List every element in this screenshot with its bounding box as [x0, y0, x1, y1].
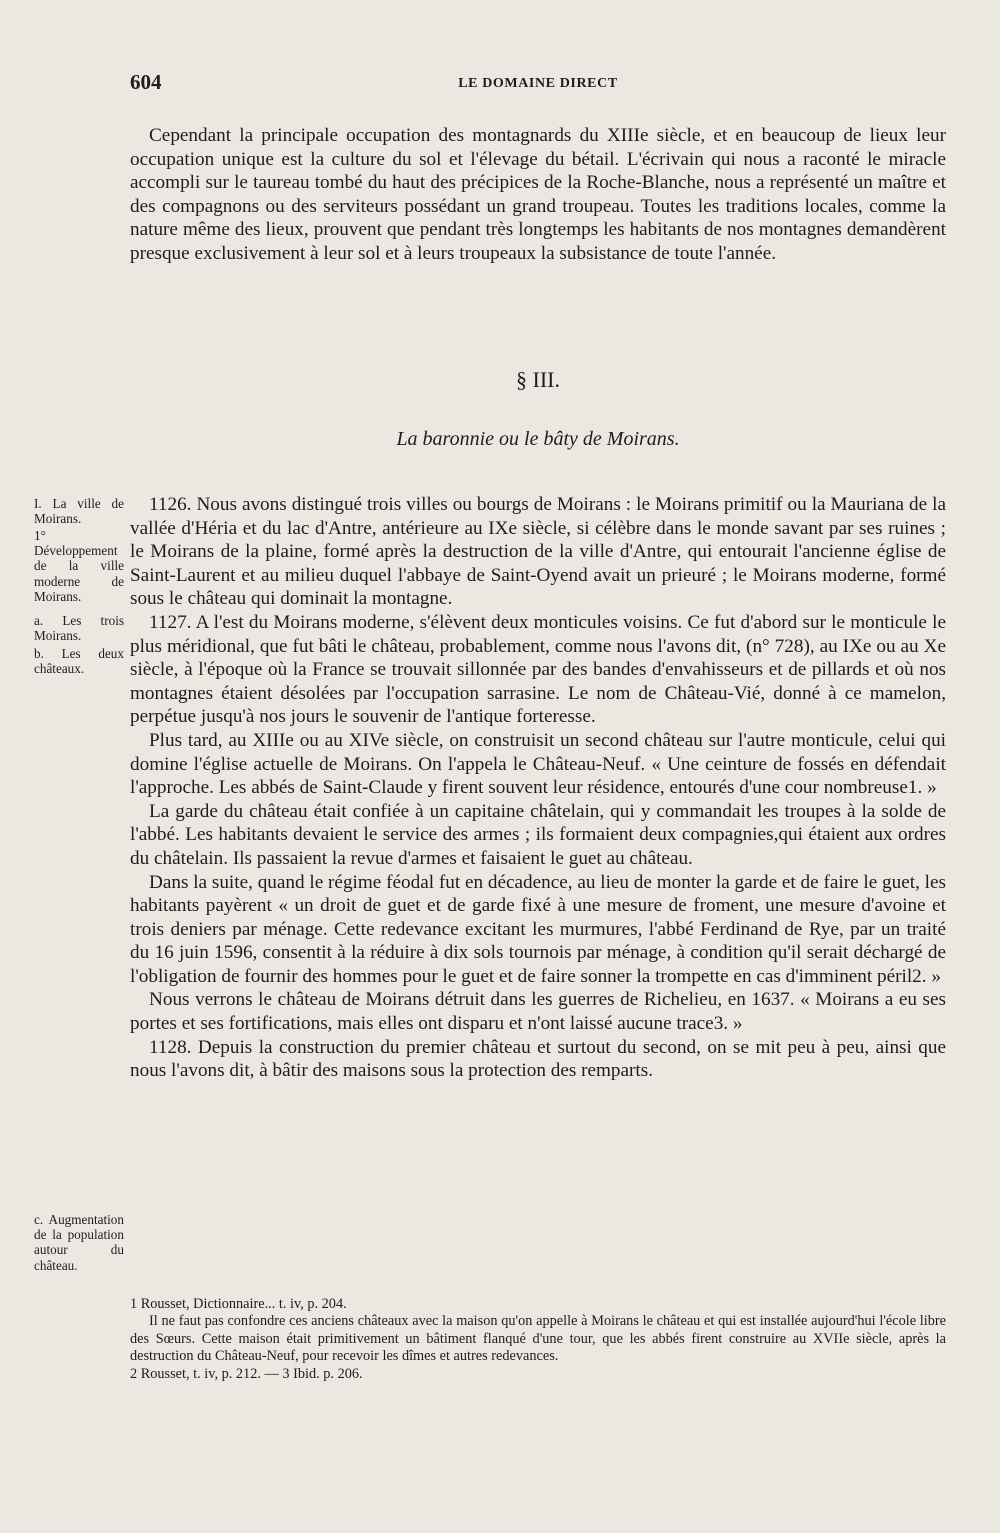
margin-note-5: c. Augmentation de la population autour du château.: [34, 1212, 124, 1273]
page-number: 604: [130, 70, 162, 94]
running-title: LE DOMAINE DIRECT: [458, 76, 618, 91]
margin-note-4: b. Les deux châteaux.: [34, 646, 124, 677]
paragraph-1126: 1126. Nous avons distingué trois villes ou bourgs de Moirans : le Moirans primitif ou la Mauriana de la vallée d'Héria et du lac d'Antre, antérieure au IXe siècle, si célèbre dans le monde savant par ses ruines ; le Moirans de la plaine, formé après la destruction de la ville d'Antre, qui entourait l'ancienne église de Saint-Laurent et au milieu duquel l'abbaye de Saint-Oyend avait un prieuré ; le Moirans moderne, formé sous le château qui dominait la montagne.: [130, 494, 946, 610]
paragraph-plus-tard: Plus tard, au XIIIe ou au XIVe siècle, on construisit un second château sur l'autre monticule, celui qui domine l'église actuelle de Moirans. On l'appela le Château-Neuf. « Une ceinture de fossés en défendait l'approche. Les abbés de Saint-Claude y firent souvent leur résidence, entourés d'une cour nombreuse1. »: [130, 729, 946, 799]
margin-note-3: a. Les trois Moirans.: [34, 613, 124, 644]
footnote-1: 1 Rousset, Dictionnaire... t. iv, p. 204.: [130, 1296, 347, 1312]
paragraph-suite: Dans la suite, quand le régime féodal fut en décadence, au lieu de monter la garde et de faire le guet, les habitants payèrent « un droit de guet et de garde fixé à une mesure de froment, une mesure d'avoine et trois deniers par ménage. Cette redevance excitant les murmures, l'abbé Ferdinand de Rye, par un traité du 16 juin 1596, consentit à la réduire à dix sols tournois par ménage, à condition qu'il serait déchargé de l'obligation de fournir des hommes pour le guet et de faire sonner la trompette en cas d'imminent péril2. »: [130, 871, 946, 987]
intro-block: [130, 124, 946, 266]
paragraph-1128: 1128. Depuis la construction du premier château et surtout du second, on se mit peu à peu, ainsi que nous l'avons dit, à bâtir des maisons sous la protection des remparts.: [130, 1036, 946, 1082]
margin-note-2: 1° Développement de la ville moderne de Moirans.: [34, 528, 124, 604]
section-title: La baronnie ou le bâty de Moirans.: [396, 428, 680, 450]
margin-note-1: I. La ville de Moirans.: [34, 496, 124, 527]
footnote-2-3: 2 Rousset, t. iv, p. 212. — 3 Ibid. p. 206.: [130, 1365, 363, 1382]
paragraph-1127: 1127. A l'est du Moirans moderne, s'élèvent deux monticules voisins. Ce fut d'abord sur le monticule le plus méridional, que fut bâti le château, probablement, comme nous l'avons dit, (n° 728), au IXe ou au Xe siècle, à l'époque où la France se trouvait sillonnée par des bandes d'envahisseurs et de pillards et où nos montagnes étaient désolées par l'occupation sarrasine. Le nom de Château-Vié, donné à ce mamelon, perpétue jusqu'à nos jours le souvenir de l'antique forteresse.: [130, 611, 946, 728]
paragraph-garde: La garde du château était confiée à un capitaine châtelain, qui y commandait les troupes à la solde de l'abbé. Les habitants devaient le service des armes ; ils formaient deux compagnies,qui étaient aux ordres du châtelain. Ils passaient la revue d'armes et faisaient le guet au château.: [130, 800, 946, 869]
section-heading: § III.: [516, 367, 560, 392]
footnote-1-cont: Il ne faut pas confondre ces anciens châteaux avec la maison qu'on appelle à Moirans le château et qui est installée aujourd'hui l'école libre des Sœurs. Cette maison était primitivement un bâtiment flanqué d'une tour, que les abbés firent construire au XVIIe siècle, après la destruction du Château-Neuf, pour recevoir les dîmes et autres redevances.: [130, 1313, 946, 1365]
footnotes: [130, 1296, 946, 1383]
page-header: [130, 70, 946, 104]
paragraph-nous-verrons: Nous verrons le château de Moirans détruit dans les guerres de Richelieu, en 1637. « Moirans a eu ses portes et ses fortifications, mais elles ont disparu et n'ont laissé aucune trace3. »: [130, 989, 946, 1035]
intro-paragraph: Cependant la principale occupation des montagnards du XIIIe siècle, et en beaucoup de lieux leur occupation unique est la culture du sol et l'élevage du bétail. L'écrivain qui nous a raconté le miracle accompli sur le taureau tombé du haut des précipices de la Roche-Blanche, nous a représenté un maître et des compagnons ou des serviteurs possédant un grand troupeau. Toutes les traditions locales, comme la nature même des lieux, prouvent que pendant très longtemps les habitants de nos montagnes demandèrent presque exclusivement à leur sol et à leurs troupeaux la subsistance de toute l'année.: [130, 125, 946, 264]
body-text: [130, 493, 946, 1083]
